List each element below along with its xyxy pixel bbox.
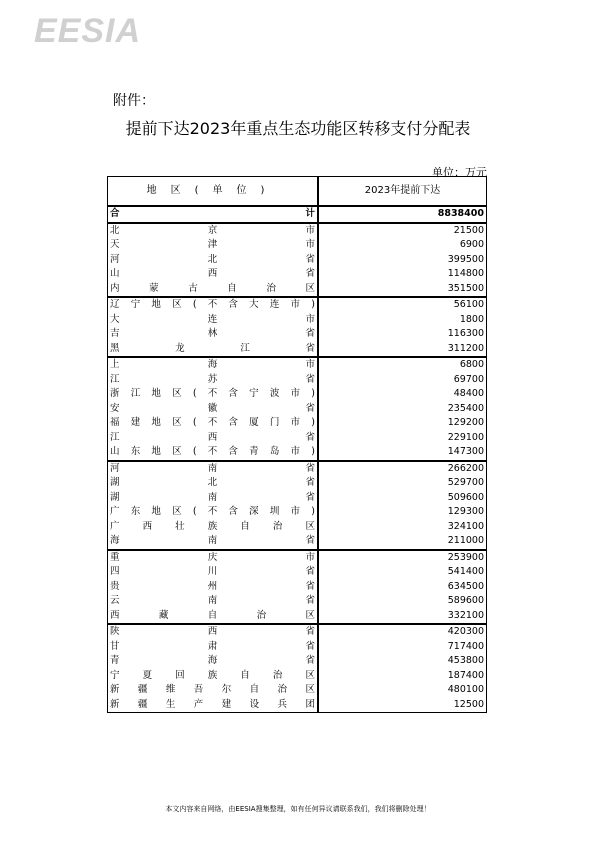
region-name: 广 东 地 区 ( 不 含 深 圳 市 ) bbox=[110, 506, 315, 518]
header-amount: 2023年提前下达 bbox=[318, 177, 487, 207]
region-amount: 6800 bbox=[318, 357, 487, 373]
region-amount: 253900 bbox=[318, 550, 487, 566]
table-row bbox=[108, 342, 487, 358]
region-name: 云 南 省 bbox=[110, 595, 315, 607]
region-amount: 116300 bbox=[318, 327, 487, 342]
region-name: 上 海 市 bbox=[110, 359, 315, 371]
region-amount: 332100 bbox=[318, 609, 487, 625]
region-name: 新 疆 生 产 建 设 兵 团 bbox=[110, 698, 315, 710]
table-row bbox=[108, 609, 487, 625]
table-row bbox=[108, 683, 487, 698]
region-name: 辽 宁 地 区 ( 不 含 大 连 市 ) bbox=[110, 299, 315, 311]
table-row bbox=[108, 431, 487, 446]
region-name: 宁 夏 回 族 自 治 区 bbox=[110, 669, 315, 681]
table-row bbox=[108, 505, 487, 520]
region-amount: 114800 bbox=[318, 267, 487, 282]
region-amount: 480100 bbox=[318, 683, 487, 698]
region-amount: 235400 bbox=[318, 402, 487, 417]
table-row bbox=[108, 445, 487, 461]
table-row bbox=[108, 594, 487, 609]
table-row bbox=[108, 476, 487, 491]
region-amount: 1800 bbox=[318, 313, 487, 328]
table-header-row bbox=[108, 177, 487, 207]
table-row bbox=[108, 654, 487, 669]
region-amount: 399500 bbox=[318, 253, 487, 268]
table-row bbox=[108, 357, 487, 373]
table-row bbox=[108, 580, 487, 595]
region-amount: 69700 bbox=[318, 373, 487, 388]
total-value: 8838400 bbox=[318, 206, 487, 223]
eesia-logo: EESIA bbox=[34, 12, 142, 50]
region-amount: 529700 bbox=[318, 476, 487, 491]
region-name: 西 藏 自 治 区 bbox=[110, 609, 315, 621]
region-name: 湖 南 省 bbox=[110, 491, 315, 503]
table-row bbox=[108, 267, 487, 282]
region-amount: 453800 bbox=[318, 654, 487, 669]
region-name: 北 京 市 bbox=[110, 224, 315, 236]
region-name: 山 东 地 区 ( 不 含 青 岛 市 ) bbox=[110, 446, 315, 458]
region-amount: 420300 bbox=[318, 624, 487, 640]
table-row bbox=[108, 313, 487, 328]
region-amount: 717400 bbox=[318, 640, 487, 655]
region-name: 吉 林 省 bbox=[110, 328, 315, 340]
region-amount: 12500 bbox=[318, 698, 487, 713]
region-amount: 56100 bbox=[318, 297, 487, 313]
region-amount: 21500 bbox=[318, 223, 487, 239]
table-row bbox=[108, 327, 487, 342]
region-amount: 187400 bbox=[318, 669, 487, 684]
region-amount: 311200 bbox=[318, 342, 487, 358]
total-row bbox=[108, 206, 487, 223]
region-name: 浙 江 地 区 ( 不 含 宁 波 市 ) bbox=[110, 388, 315, 400]
region-name: 安 徽 省 bbox=[110, 402, 315, 414]
region-name: 海 南 省 bbox=[110, 535, 315, 547]
region-name: 河 北 省 bbox=[110, 253, 315, 265]
region-amount: 589600 bbox=[318, 594, 487, 609]
region-name: 天 津 市 bbox=[110, 239, 315, 251]
table-row bbox=[108, 416, 487, 431]
table-row bbox=[108, 698, 487, 713]
table-row bbox=[108, 550, 487, 566]
region-amount: 129300 bbox=[318, 505, 487, 520]
table-row bbox=[108, 640, 487, 655]
region-amount: 6900 bbox=[318, 238, 487, 253]
table-row bbox=[108, 402, 487, 417]
region-name: 山 西 省 bbox=[110, 268, 315, 280]
region-name: 内 蒙 古 自 治 区 bbox=[110, 282, 315, 294]
region-name: 新 疆 维 吾 尔 自 治 区 bbox=[110, 684, 315, 696]
region-name: 湖 北 省 bbox=[110, 477, 315, 489]
table-row bbox=[108, 297, 487, 313]
table-row bbox=[108, 238, 487, 253]
region-amount: 266200 bbox=[318, 461, 487, 477]
table-row bbox=[108, 282, 487, 298]
region-name: 福 建 地 区 ( 不 含 厦 门 市 ) bbox=[110, 417, 315, 429]
region-name: 广 西 壮 族 自 治 区 bbox=[110, 520, 315, 532]
region-name: 青 海 省 bbox=[110, 655, 315, 667]
region-amount: 351500 bbox=[318, 282, 487, 298]
footer-disclaimer: 本文内容来自网络，由EESIA搜集整理，如有任何异议请联系我们，我们将删除处理！ bbox=[165, 805, 431, 813]
region-amount: 324100 bbox=[318, 520, 487, 535]
region-name: 甘 肃 省 bbox=[110, 640, 315, 652]
region-amount: 211000 bbox=[318, 534, 487, 550]
region-name: 江 西 省 bbox=[110, 431, 315, 443]
attachment-label: 附件： bbox=[113, 93, 155, 109]
region-amount: 509600 bbox=[318, 491, 487, 506]
region-amount: 147300 bbox=[318, 445, 487, 461]
region-amount: 129200 bbox=[318, 416, 487, 431]
table-row bbox=[108, 461, 487, 477]
document-title: 提前下达2023年重点生态功能区转移支付分配表 bbox=[125, 119, 471, 138]
unit-label: 单位：万元 bbox=[432, 166, 487, 179]
table-row bbox=[108, 253, 487, 268]
table-row bbox=[108, 565, 487, 580]
table-row bbox=[108, 387, 487, 402]
region-name: 河 南 省 bbox=[110, 462, 315, 474]
region-amount: 229100 bbox=[318, 431, 487, 446]
table-row bbox=[108, 624, 487, 640]
region-name: 贵 州 省 bbox=[110, 580, 315, 592]
total-label: 合 计 bbox=[110, 208, 315, 220]
table-row bbox=[108, 669, 487, 684]
table-row bbox=[108, 491, 487, 506]
table-row bbox=[108, 373, 487, 388]
region-name: 黑 龙 江 省 bbox=[110, 342, 315, 354]
region-amount: 541400 bbox=[318, 565, 487, 580]
allocation-table bbox=[107, 176, 487, 713]
table-row bbox=[108, 534, 487, 550]
region-amount: 48400 bbox=[318, 387, 487, 402]
table-row bbox=[108, 520, 487, 535]
region-amount: 634500 bbox=[318, 580, 487, 595]
region-name: 陕 西 省 bbox=[110, 626, 315, 638]
region-name: 重 庆 市 bbox=[110, 551, 315, 563]
region-name: 江 苏 省 bbox=[110, 373, 315, 385]
region-name: 四 川 省 bbox=[110, 566, 315, 578]
table-row bbox=[108, 223, 487, 239]
header-region: 地区(单位) bbox=[108, 177, 319, 207]
region-name: 大 连 市 bbox=[110, 313, 315, 325]
